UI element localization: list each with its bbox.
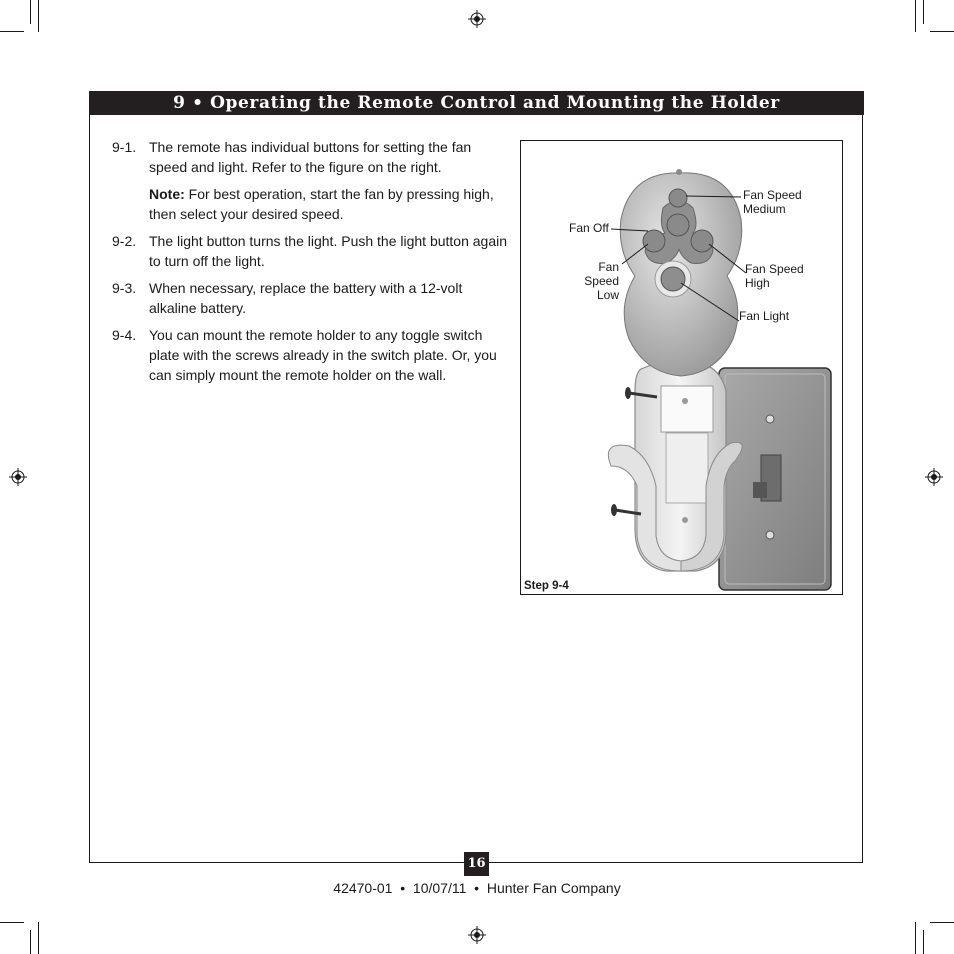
remote-control	[620, 169, 741, 376]
registration-mark-icon	[925, 468, 943, 486]
note-text: For best operation, start the fan by pressing high, then select your desired speed.	[149, 186, 494, 222]
doc-date: 10/07/11	[412, 880, 467, 896]
step-item	[112, 137, 508, 177]
step-item	[112, 231, 508, 271]
switch-plate	[719, 368, 831, 590]
remote-figure	[520, 140, 843, 595]
step-item	[112, 325, 508, 385]
step-text: The light button turns the light. Push the light button again to turn off the light.	[149, 233, 508, 269]
instruction-list	[112, 137, 508, 392]
registration-mark-icon	[468, 10, 486, 28]
step-item	[112, 278, 508, 318]
callout-fan-speed-high: Fan Speed High	[745, 262, 804, 290]
step-number: 9-1.	[112, 139, 137, 155]
step-text: The remote has individual buttons for setting the fan speed and light. Refer to the figure on the right.	[149, 139, 472, 175]
callout-fan-speed-medium: Fan Speed Medium	[743, 188, 802, 216]
step-number: 9-4.	[112, 327, 137, 343]
doc-number: 42470-01	[333, 880, 393, 896]
step-text: When necessary, replace the battery with a 12-volt alkaline battery.	[149, 280, 463, 316]
note	[149, 184, 508, 224]
registration-mark-icon	[9, 468, 27, 486]
figure-step-label: Step 9-4	[524, 580, 569, 592]
page-number: 16	[464, 852, 489, 876]
step-text: You can mount the remote holder to any toggle switch plate with the screws already in the switch plate. Or, you can simply mount the remote holder on the wall.	[149, 327, 497, 383]
callout-fan-speed-low: Fan Speed Low	[584, 260, 619, 302]
registration-mark-icon	[468, 926, 486, 944]
footer: 42470-01 • 10/07/11 • Hunter Fan Company	[333, 880, 621, 896]
callout-fan-light: Fan Light	[739, 309, 790, 323]
section-title: 9 • Operating the Remote Control and Mounting the Holder	[89, 91, 864, 115]
step-number: 9-3.	[112, 280, 137, 296]
callout-fan-off: Fan Off	[569, 221, 609, 235]
company-name: Hunter Fan Company	[486, 880, 621, 896]
note-label: Note:	[149, 186, 185, 202]
step-number: 9-2.	[112, 233, 137, 249]
